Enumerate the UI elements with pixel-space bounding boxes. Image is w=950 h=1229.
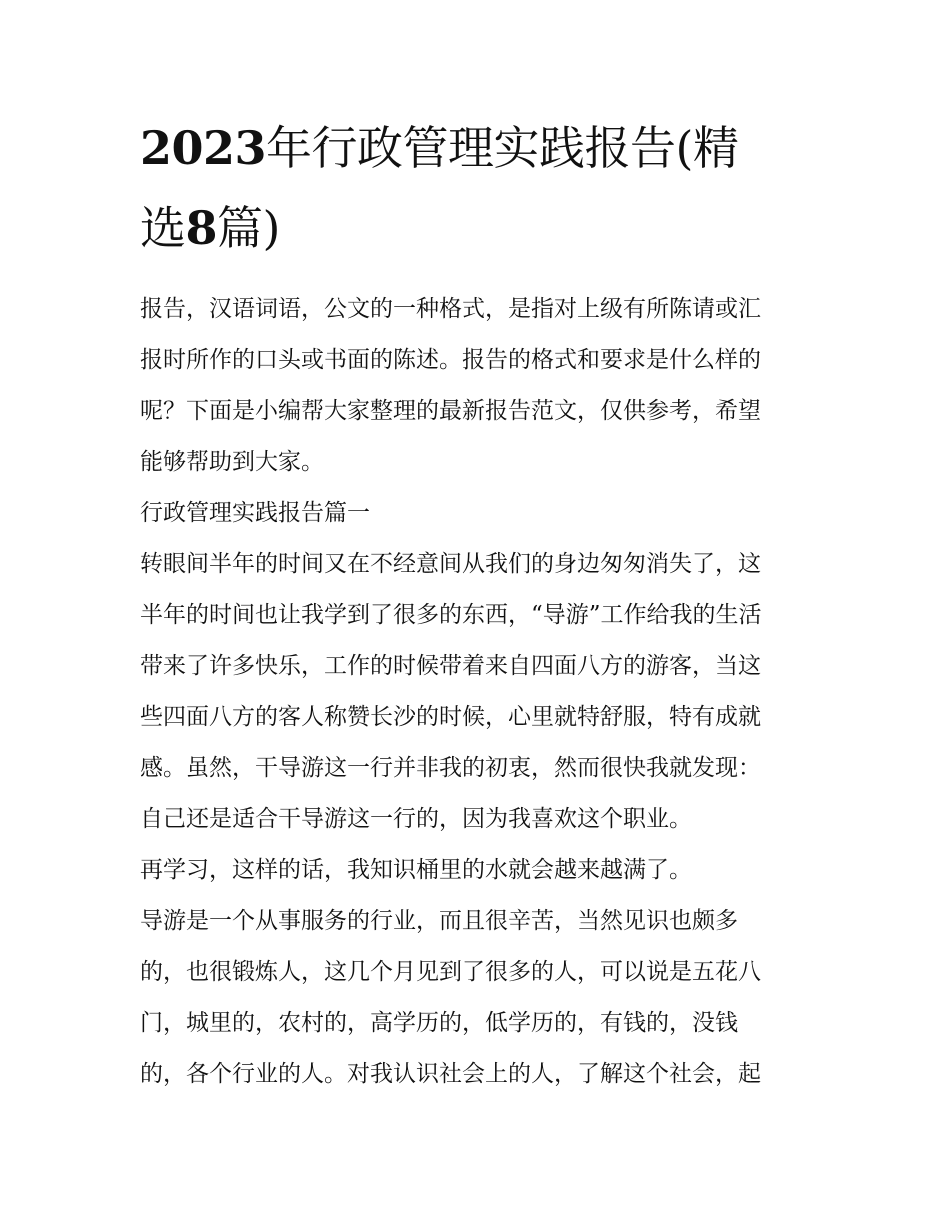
text-line: 半年的时间也让我学到了很多的东西，“导游”工作给我的生活 xyxy=(140,602,762,628)
text-line: 报时所作的口头或书面的陈述。报告的格式和要求是什么样的 xyxy=(140,347,761,373)
text-line: 的，也很锻炼人，这几个月见到了很多的人，可以说是五花八 xyxy=(140,959,761,985)
title-text-1: 年行政管理实践报告(精 xyxy=(266,121,739,175)
text-line: 报告，汉语词语，公文的一种格式，是指对上级有所陈请或汇 xyxy=(140,296,761,322)
text-line: 自己还是适合干导游这一行的，因为我喜欢这个职业。 xyxy=(140,806,692,832)
text-line: 再学习，这样的话，我知识桶里的水就会越来越满了。 xyxy=(140,857,692,883)
body-text xyxy=(140,284,815,1100)
text-line: 转眼间半年的时间又在不经意间从我们的身边匆匆消失了，这 xyxy=(140,551,761,577)
title-text-3: 篇) xyxy=(217,201,280,255)
text-line: 些四面八方的客人称赞长沙的时候，心里就特舒服，特有成就 xyxy=(140,704,761,730)
section-heading: 行政管理实践报告篇一 xyxy=(140,500,370,526)
text-line: 带来了许多快乐，工作的时候带着来自四面八方的游客，当这 xyxy=(140,653,761,679)
text-line: 感。虽然，干导游这一行并非我的初衷，然而很快我就发现： xyxy=(140,755,761,781)
document-page xyxy=(140,108,815,1100)
text-line: 呢？下面是小编帮大家整理的最新报告范文，仅供参考，希望 xyxy=(140,398,761,424)
title-year: 2023 xyxy=(140,121,267,175)
text-line: 门，城里的，农村的，高学历的，低学历的，有钱的，没钱 xyxy=(140,1010,738,1036)
document-title xyxy=(140,108,815,268)
title-text-2: 选 xyxy=(140,201,186,255)
text-line: 的，各个行业的人。对我认识社会上的人，了解这个社会，起 xyxy=(140,1061,761,1087)
text-line: 能够帮助到大家。 xyxy=(140,449,324,475)
text-line: 导游是一个从事服务的行业，而且很辛苦，当然见识也颇多 xyxy=(140,908,738,934)
title-count: 8 xyxy=(185,201,218,255)
